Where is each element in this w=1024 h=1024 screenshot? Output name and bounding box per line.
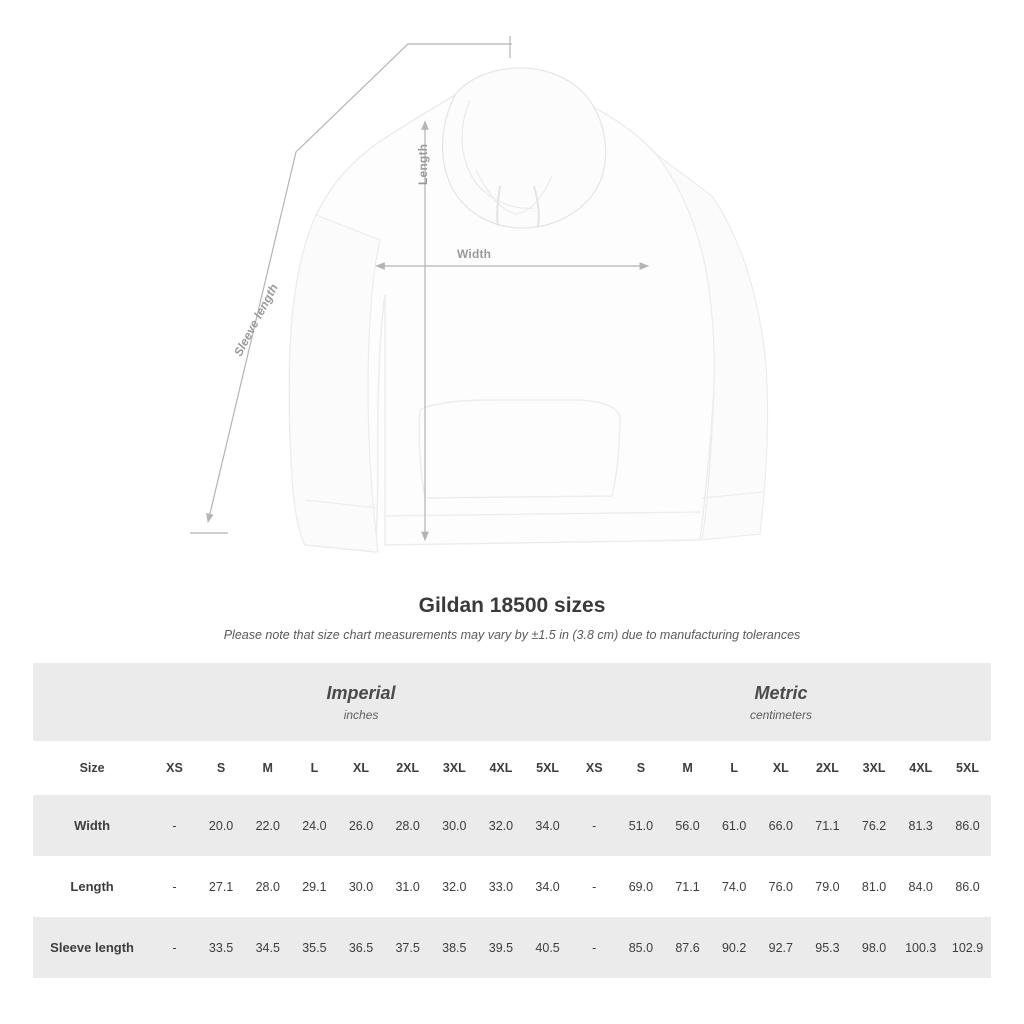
column-header-metric-l: L [711,741,758,795]
table-row [33,856,991,917]
cell-sleeve-imperial-m: 34.5 [244,917,291,978]
cell-length-imperial-5xl: 34.0 [524,856,571,917]
system-empty-cell [33,663,151,741]
cell-sleeve-metric-s: 85.0 [618,917,665,978]
hoodie-shape [289,68,767,552]
cell-width-imperial-2xl: 28.0 [384,795,431,856]
column-header-imperial-4xl: 4XL [478,741,525,795]
column-header-metric-4xl: 4XL [897,741,944,795]
sleeve-length-label: Sleeve length [231,281,281,359]
column-header-imperial-xl: XL [338,741,385,795]
system-metric-unit: centimeters [749,707,812,722]
cell-sleeve-imperial-xl: 36.5 [338,917,385,978]
cell-sleeve-imperial-s: 33.5 [198,917,245,978]
column-header-metric-xl: XL [757,741,804,795]
table-row [33,795,991,856]
size-chart-table-wrap [33,663,991,978]
column-header-imperial-s: S [198,741,245,795]
column-header-imperial-l: L [291,741,338,795]
cell-sleeve-metric-l: 90.2 [711,917,758,978]
cell-sleeve-imperial-3xl: 38.5 [431,917,478,978]
row-label-length: Length [33,856,151,917]
column-header-imperial-m: M [244,741,291,795]
cell-width-metric-xl: 66.0 [757,795,804,856]
cell-length-imperial-s: 27.1 [198,856,245,917]
column-header-metric-3xl: 3XL [851,741,898,795]
cell-sleeve-imperial-2xl: 37.5 [384,917,431,978]
column-header-metric-s: S [618,741,665,795]
column-header-imperial-2xl: 2XL [384,741,431,795]
cell-width-imperial-xs: - [151,795,198,856]
cell-sleeve-metric-xs: - [571,917,618,978]
column-header-imperial-5xl: 5XL [524,741,571,795]
column-header-metric-m: M [664,741,711,795]
column-header-metric-2xl: 2XL [804,741,851,795]
cell-width-imperial-4xl: 32.0 [478,795,525,856]
size-header-row [33,741,991,795]
cell-width-imperial-5xl: 34.0 [524,795,571,856]
cell-sleeve-imperial-5xl: 40.5 [524,917,571,978]
row-label-width: Width [33,795,151,856]
cell-length-imperial-xs: - [151,856,198,917]
system-imperial-cell [151,663,571,741]
length-label: Length [416,143,430,185]
cell-length-metric-2xl: 79.0 [804,856,851,917]
page-title: Gildan 18500 sizes [418,594,606,617]
column-header-metric-xs: XS [571,741,618,795]
cell-length-imperial-4xl: 33.0 [478,856,525,917]
cell-length-imperial-xl: 30.0 [338,856,385,917]
cell-sleeve-metric-5xl: 102.9 [944,917,991,978]
cell-sleeve-imperial-xs: - [151,917,198,978]
cell-length-metric-l: 74.0 [711,856,758,917]
cell-length-metric-3xl: 81.0 [851,856,898,917]
cell-length-metric-5xl: 86.0 [944,856,991,917]
cell-length-imperial-l: 29.1 [291,856,338,917]
cell-length-imperial-m: 28.0 [244,856,291,917]
cell-width-imperial-3xl: 30.0 [431,795,478,856]
cell-length-metric-m: 71.1 [664,856,711,917]
system-metric-name: Metric [754,683,808,704]
table-row [33,917,991,978]
cell-width-imperial-xl: 26.0 [338,795,385,856]
cell-width-metric-5xl: 86.0 [944,795,991,856]
cell-sleeve-imperial-l: 35.5 [291,917,338,978]
system-header-row [33,663,991,741]
cell-sleeve-metric-3xl: 98.0 [851,917,898,978]
column-header-imperial-3xl: 3XL [431,741,478,795]
column-header-size: Size [33,741,151,795]
system-metric-cell [571,663,991,741]
cell-width-imperial-s: 20.0 [198,795,245,856]
cell-width-metric-xs: - [571,795,618,856]
tolerance-note: Please note that size chart measurements may vary by ±1.5 in (3.8 cm) due to manufacturing tolerances [223,628,801,642]
width-label: Width [457,247,492,261]
cell-width-imperial-l: 24.0 [291,795,338,856]
row-label-sleeve-length: Sleeve length [33,917,151,978]
column-header-imperial-xs: XS [151,741,198,795]
cell-width-metric-3xl: 76.2 [851,795,898,856]
size-chart-table [33,663,991,978]
system-imperial-name: Imperial [326,683,396,704]
cell-width-metric-2xl: 71.1 [804,795,851,856]
cell-sleeve-imperial-4xl: 39.5 [478,917,525,978]
column-header-metric-5xl: 5XL [944,741,991,795]
system-imperial-unit: inches [343,707,379,722]
cell-width-metric-m: 56.0 [664,795,711,856]
cell-width-metric-s: 51.0 [618,795,665,856]
cell-sleeve-metric-m: 87.6 [664,917,711,978]
cell-length-metric-xl: 76.0 [757,856,804,917]
cell-sleeve-metric-xl: 92.7 [757,917,804,978]
cell-width-metric-4xl: 81.3 [897,795,944,856]
cell-width-metric-l: 61.0 [711,795,758,856]
cell-sleeve-metric-4xl: 100.3 [897,917,944,978]
cell-width-imperial-m: 22.0 [244,795,291,856]
cell-length-metric-4xl: 84.0 [897,856,944,917]
cell-length-metric-s: 69.0 [618,856,665,917]
title-block [0,594,1024,642]
cell-length-imperial-3xl: 32.0 [431,856,478,917]
cell-length-metric-xs: - [571,856,618,917]
cell-sleeve-metric-2xl: 95.3 [804,917,851,978]
cell-length-imperial-2xl: 31.0 [384,856,431,917]
